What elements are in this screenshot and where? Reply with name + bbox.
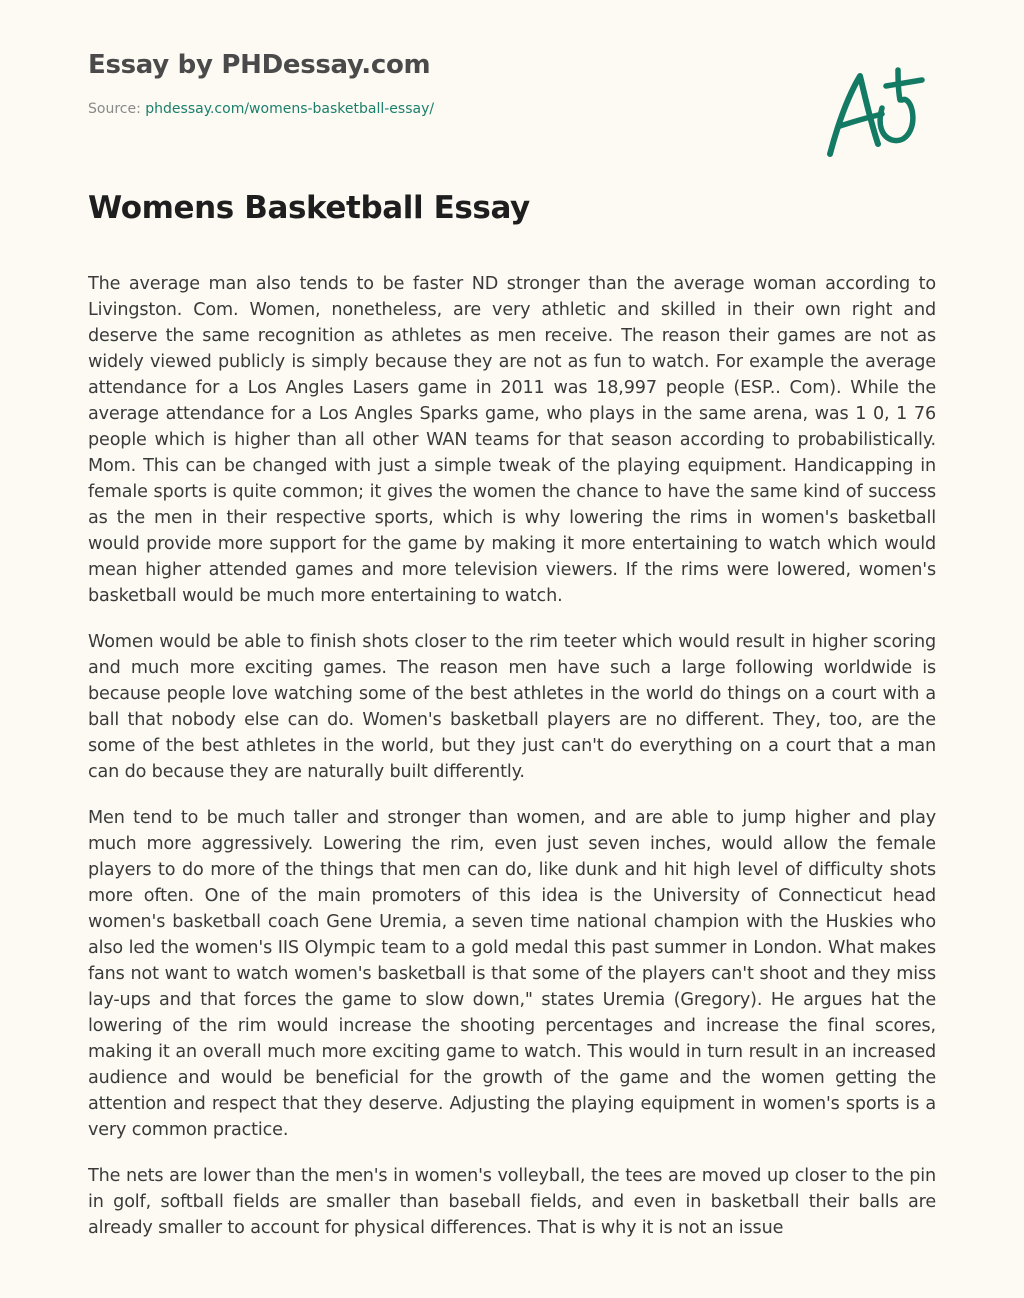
- essay-paragraph: Men tend to be much taller and stronger than women, and are able to jump higher and play much more aggressively. Lowering the rim, even just seven inches, would allow the female players to do more of the things that men can do, like dunk and hit high level of difficulty shots more often. One of the main promoters of this idea is the University of Connecticut head women's basketball coach Gene Uremia, a seven time national champion with the Huskies who also led the women's IIS Olympic team to a gold medal this past summer in London. What makes fans not want to watch women's basketball is that some of the players can't shoot and they miss lay-ups and that forces the game to slow down," states Uremia (Gregory). He argues hat the lowering of the rim would increase the shooting percentages and increase the final scores, making it an overall much more exciting game to watch. This would in turn result in an increased audience and would be beneficial for the growth of the game and the women getting the attention and respect that they deserve. Adjusting the playing equipment in women's sports is a very common practice.: [88, 808, 936, 1140]
- essay-body: [88, 271, 936, 1251]
- site-brand: Essay by PHDessay.com: [88, 50, 431, 80]
- source-line: [88, 101, 434, 117]
- essay-paragraph: The average man also tends to be faster ND stronger than the average woman according to Livingston. Com. Women, nonetheless, are very athletic and skilled in their own right and deserve the same recognition as athletes as men receive. The reason their games are not as widely viewed publicly is simply because they are not as fun to watch. For example the average attendance for a Los Angles Lasers game in 2011 was 18,997 people (ESP.. Com). While the average attendance for a Los Angles Sparks game, who plays in the same arena, was 1 0, 1 76 people which is higher than all other WAN teams for that season according to probabilistically. Mom. This can be changed with just a simple tweak of the playing equipment. Handicapping in female sports is quite common; it gives the women the chance to have the same kind of success as the men in their respective sports, which is why lowering the rims in women's basketball would provide more support for the game by making it more entertaining to watch which would mean higher attended games and more television viewers. If the rims were lowered, women's basketball would be much more entertaining to watch.: [88, 274, 936, 606]
- essay-paragraph: Women would be able to finish shots closer to the rim teeter which would result in higher scoring and much more exciting games. The reason men have such a large following worldwide is because people love watching some of the best athletes in the world do things on a court with a ball that nobody else can do. Women's basketball players are no different. They, too, are the some of the best athletes in the world, but they just can't do everything on a court that a man can do because they are naturally built differently.: [88, 632, 936, 782]
- essay-paragraph: The nets are lower than the men's in women's volleyball, the tees are moved up closer to the pin in golf, softball fields are smaller than baseball fields, and even in basketball their balls are already smaller to account for physical differences. That is why it is not an issue: [88, 1166, 936, 1238]
- essay-title: Womens Basketball Essay: [88, 190, 530, 226]
- source-label: Source:: [88, 101, 146, 117]
- source-link[interactable]: phdessay.com/womens-basketball-essay/: [145, 101, 435, 117]
- a-plus-logo-icon: [822, 64, 928, 160]
